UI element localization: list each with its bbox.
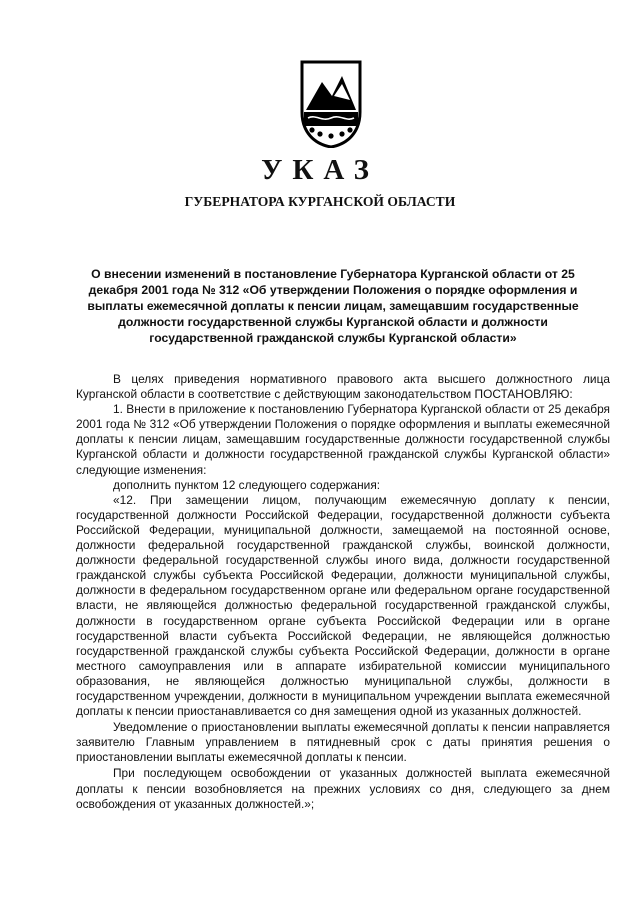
paragraph: дополнить пунктом 12 следующего содержания:	[113, 477, 381, 492]
paragraph: При последующем освобождении от указанных должностей выплата ежемесячной доплаты к пенсии возобновляется на прежних условиях со дня, следующего за днем освобождения от указанных должностей.»;	[76, 766, 610, 811]
paragraph: 1. Внести в приложение к постановлению Губернатора Курганской области от 25 декабря 2001 года № 312 «Об утверждении Положения о порядке оформления и выплаты ежемесячной доплаты к пенсии лицам, замещавшим государственные должности государственной службы Курганской области и должности государственной гражданской службы Курганской области» следующие изменения:	[76, 402, 610, 477]
document-heading: О внесении изменений в постановление Губернатора Курганской области от 25 декабря 2001 года № 312 «Об утверждении Положения о порядке оформления и выплаты ежемесячной доплаты к пенсии лицам, замещавшим государственные должности государственной службы Курганской области и должности государственной гражданской службы Курганской области»	[87, 267, 579, 346]
paragraph: Уведомление о приостановлении выплаты ежемесячной доплаты к пенсии направляется заявителю Главным управлением в пятидневный срок с даты принятия решения о приостановлении выплаты ежемесячной доплаты к пенсии.	[76, 720, 610, 765]
document-subtitle: ГУБЕРНАТОРА КУРГАНСКОЙ ОБЛАСТИ	[184, 194, 456, 209]
coat-of-arms-emblem	[298, 60, 364, 148]
paragraph: «12. При замещении лицом, получающим ежемесячную доплату к пенсии, государственной должности Российской Федерации, государственной должности субъекта Российской Федерации, муниципальной должности, замещаемой на постоянной основе, должности федеральной государственной гражданской службы, воинской должности, должности федеральной государственной службы иного вида, должности государственной гражданской службы субъекта Российской Федерации, должности муниципальной службы, должности в федеральном государственном органе или федеральном органе государственной власти, не являющейся должностью федеральной государственной гражданской службы, должности в государственном органе субъекта Российской Федерации или в органе государственной власти субъекта Российской Федерации, не являющейся должностью государственной гражданской службы субъекта Российской Федерации, должности в органе местного самоуправления или в аппарате избирательной комиссии муниципального образования, не являющейся должностью муниципальной службы, должности в государственном учреждении, должности в муниципальном учреждении выплата ежемесячной доплаты к пенсии приостанавливается со дня замещения одной из указанных должностей.	[76, 492, 610, 719]
paragraph: В целях приведения нормативного правового акта высшего должностного лица Курганской области в соответствие с действующим законодательством ПОСТАНОВЛЯЮ:	[76, 372, 610, 402]
document-title: УКАЗ	[261, 154, 379, 186]
document-body	[76, 372, 610, 812]
